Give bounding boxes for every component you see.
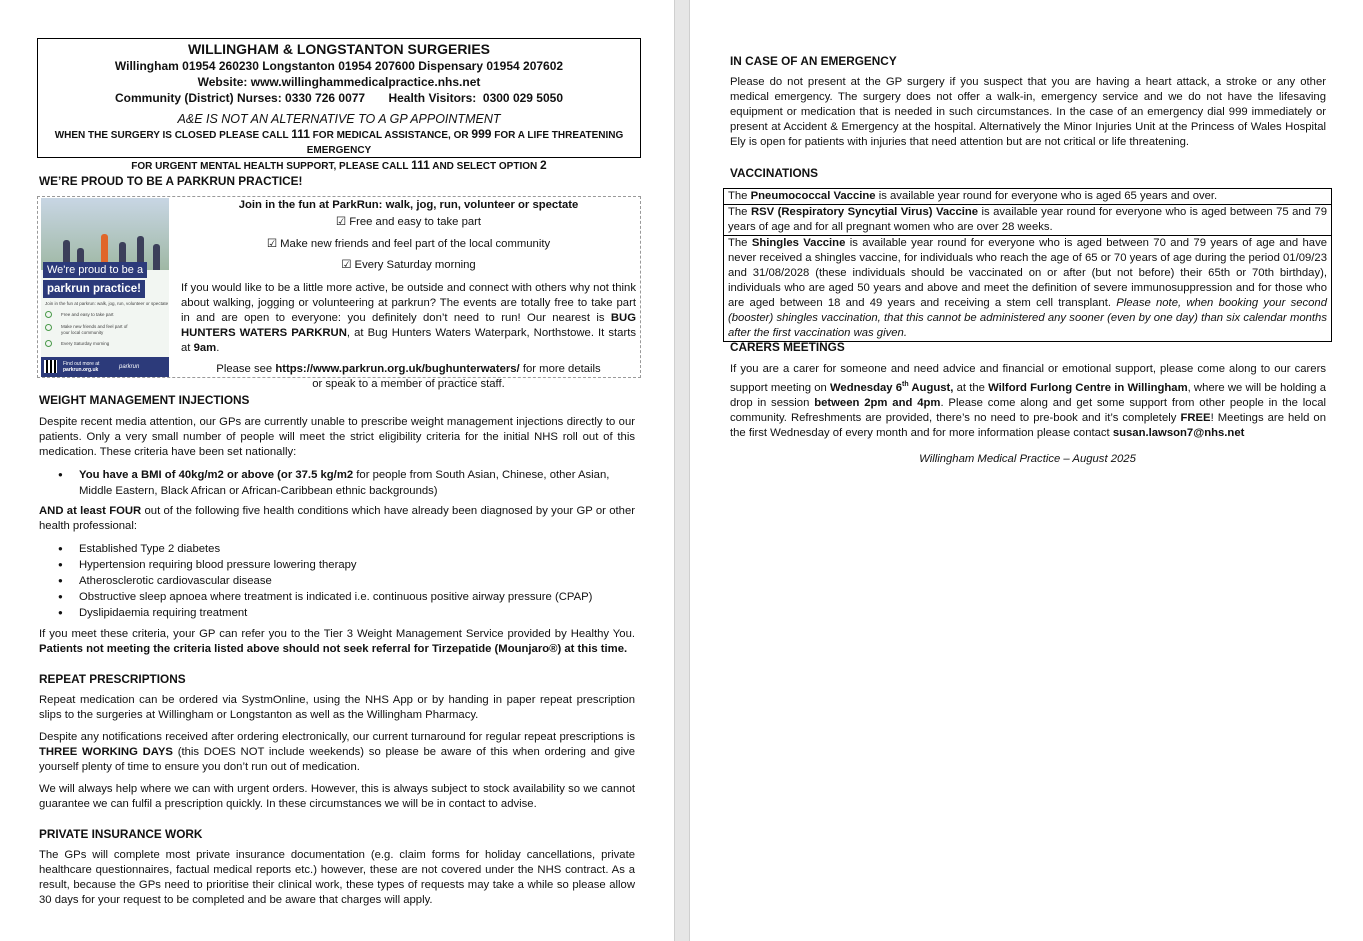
weight-para-1: Despite recent media attention, our GPs are currently unable to prescribe weight management injections directly to our patients. Only a very small number of people will meet the strict eligibility criteria for the initial NHS roll out of this medication. These criteria have been set nationally: [39,416,635,458]
practice-signature: Willingham Medical Practice – August 2025 [919,453,1136,465]
mental-health-line: FOR URGENT MENTAL HEALTH SUPPORT, PLEASE CALL 111 AND SELECT OPTION 2 [131,158,547,172]
pneumococcal-cell: The Pneumococcal Vaccine is available year round for everyone who is aged 65 years and over. [724,189,1332,205]
poster-photo [41,198,169,270]
closed-line: WHEN THE SURGERY IS CLOSED PLEASE CALL 111 FOR MEDICAL ASSISTANCE, OR 999 FOR A LIFE THREATENING EMERGENCY [54,127,624,156]
conditions-list [57,541,635,621]
table-row [724,236,1332,342]
vaccinations-heading: VACCINATIONS [730,166,819,180]
check-icon [45,340,52,347]
emergency-heading: IN CASE OF AN EMERGENCY [730,54,897,68]
phone-numbers: Willingham 01954 260230 Longstanton 01954 207600 Dispensary 01954 207602 [114,59,564,73]
bmi-list [57,467,635,499]
parkrun-poster-image [41,198,169,377]
repeat-para-3: We will always help where we can with urgent orders. However, this is always subject to stock availability so we cannot guarantee we can fulfil a prescription quickly. In these circumstances we will be in contact to advise. [39,783,635,810]
carers-para: If you are a carer for someone and need advice and financial or emotional support, please come along to our carers support meeting on Wednesday 6th August, at the Wilford Furlong Centre in Willingham, where we will be holding a drop in session between 2pm and 4pm. Please come along and get some support from other people in the local community. Refreshments are provided, there’s no need to pre-book and it’s completely FREE! Meetings are held on the first Wednesday of every month and for more information please contact susan.lawson7@nhs.net [730,363,1327,439]
parkrun-link[interactable]: https://www.parkrun.org.uk/bughunterwaters/ [275,362,520,375]
parkrun-text [181,197,636,392]
carers-email-link[interactable]: susan.lawson7@nhs.net [1112,426,1245,439]
emergency-para: Please do not present at the GP surgery if you suspect that you are having a heart attack, a stroke or any other medical emergency. The surgery does not offer a walk-in, emergency service and we do not have the lifesaving equipment or medication that is needed in such circumstances. In the case of an emergency dial 999 immediately or present at Accident & Emergency at the hospital. Alternatively the Minor Injuries Unit at the Princess of Wales Hospital Ely is open for patients with injuries that need attention but are not critical or life threatening. [730,76,1326,148]
poster-subtitle: Join in the fun at parkrun: walk, jog, run, volunteer or spectate [45,301,169,306]
poster-line2: parkrun practice! [43,280,145,298]
insurance-heading: PRIVATE INSURANCE WORK [39,827,203,841]
page-gutter [674,0,690,941]
parkrun-logo: parkrun [119,364,140,370]
list-item: ● Hypertension requiring blood pressure lowering therapy [57,557,635,573]
poster-check-3: Every Saturday morning [61,341,110,346]
parkrun-intro: Join in the fun at ParkRun: walk, jog, run, volunteer or spectate [238,199,579,211]
vaccinations-table [723,188,1332,342]
poster-line1: We're proud to be a [43,262,147,278]
nurses-line: Community (District) Nurses: 0330 726 0077 Health Visitors: 0300 029 5050 [115,91,563,105]
parkrun-box [37,196,641,390]
weight-para-3: If you meet these criteria, your GP can refer you to the Tier 3 Weight Management Service provided by Healthy You. Patients not meeting the criteria listed above should not seek referral for Tirzepatide (Mounjaro®) at this time. [39,628,635,655]
carers-heading: CARERS MEETINGS [730,340,845,354]
parkrun-check-1: ☑ Free and easy to take part [335,216,482,228]
check-icon [45,324,52,331]
repeat-para-1: Repeat medication can be ordered via SystmOnline, using the NHS App or by handing in paper repeat prescription slips to the surgeries at Willingham or Longstanton as well as the Willingham Pharmacy. [39,694,635,721]
repeat-para-2: Despite any notifications received after ordering electronically, our current turnaround for regular repeat prescriptions is THREE WORKING DAYS (this DOES NOT include weekends) so please be aware of this when ordering and give yourself plenty of time to ensure you don’t run out of medication. [39,731,636,773]
list-item: ● Dyslipidaemia requiring treatment [57,605,635,621]
parkrun-check-3: ☑ Every Saturday morning [341,259,476,271]
parkrun-link-line: Please see https://www.parkrun.org.uk/bughunterwaters/ for more details [216,362,601,375]
repeat-heading: REPEAT PRESCRIPTIONS [39,672,186,686]
table-row [724,189,1332,205]
check-icon [45,311,52,318]
poster-check-2: Make new friends and feel part of your local community [61,324,128,335]
weight-heading: WEIGHT MANAGEMENT INJECTIONS [39,393,250,407]
parkrun-body: If you would like to be a little more active, be outside and connect with others why not think about walking, jogging or volunteering at parkrun? The events are totally free to take part in and are open to everyone: you definitely don’t need to run! Our nearest is BUG HUNTERS WATERS PARKRUN, at Bug Hunters Waters Waterpark, Northstowe. It starts at 9am. [181,281,636,354]
list-item: ● Established Type 2 diabetes [57,541,635,557]
poster-foot2: parkrun.org.uk [63,367,99,373]
list-item: ● Obstructive sleep apnoea where treatment is indicated i.e. continuous positive airway pressure (CPAP) [57,589,635,605]
insurance-para: The GPs will complete most private insurance documentation (e.g. claim forms for holiday cancellations, private healthcare questionnaires, factual medical reports etc.) however, these are not covered under the NHS contract. As a result, because the GPs need to prioritise their clinical work, these types of requests may take a while so please allow 30 days for your request to be completed and be aware that charges will apply. [39,849,635,906]
table-row [724,205,1332,236]
parkrun-check-2: ☑ Make new friends and feel part of the local community [266,237,551,250]
surgery-header-box [37,38,641,172]
weight-para-2: AND at least FOUR out of the following five health conditions which have already been diagnosed by your GP or other health professional: [39,505,635,532]
list-item: ● Atherosclerotic cardiovascular disease [57,573,635,589]
surgery-title: WILLINGHAM & LONGSTANTON SURGERIES [187,41,491,57]
poster-check-1: Free and easy to take part [61,312,114,317]
ae-notice: A&E IS NOT AN ALTERNATIVE TO A GP APPOINTMENT [177,112,501,126]
poster-foot1: Find out more at [63,361,100,367]
rsv-cell: The RSV (Respiratory Syncytial Virus) Vaccine is available year round for everyone who is aged between 75 and 79 years of age and for all pregnant women who are over 28 weeks. [724,205,1332,236]
parkrun-staff-line: or speak to a member of practice staff. [312,377,505,390]
website: Website: www.willinghammedicalpractice.nhs.net [197,75,481,89]
parkrun-heading: WE’RE PROUD TO BE A PARKRUN PRACTICE! [39,174,303,188]
list-item: ● You have a BMI of 40kg/m2 or above (or 37.5 kg/m2 for people from South Asian, Chinese, other Asian, Middle Eastern, Black African or African-Caribbean ethnic backgrounds) [57,467,635,499]
poster-footer [41,357,169,377]
qr-code-icon [44,360,57,373]
shingles-cell: The Shingles Vaccine is available year round for everyone who is aged between 70 and 79 years of age and have never received a shingles vaccine, for individuals who reach the age of 65 or 70 years of age during the period 01/09/23 and 31/08/2028 (these individuals should be vaccinated on or after (but not before) their 65th or 70th birthday), individuals who are aged 50 years and above and meet the definition of severe immunosuppression and for those who are aged between 18 and 49 years and receiving a stem cell transplant. Please note, when booking your second (booster) shingles vaccination, that this cannot be administered any sooner (even by one day) than six calendar months after the first vaccination was given. [724,236,1332,342]
